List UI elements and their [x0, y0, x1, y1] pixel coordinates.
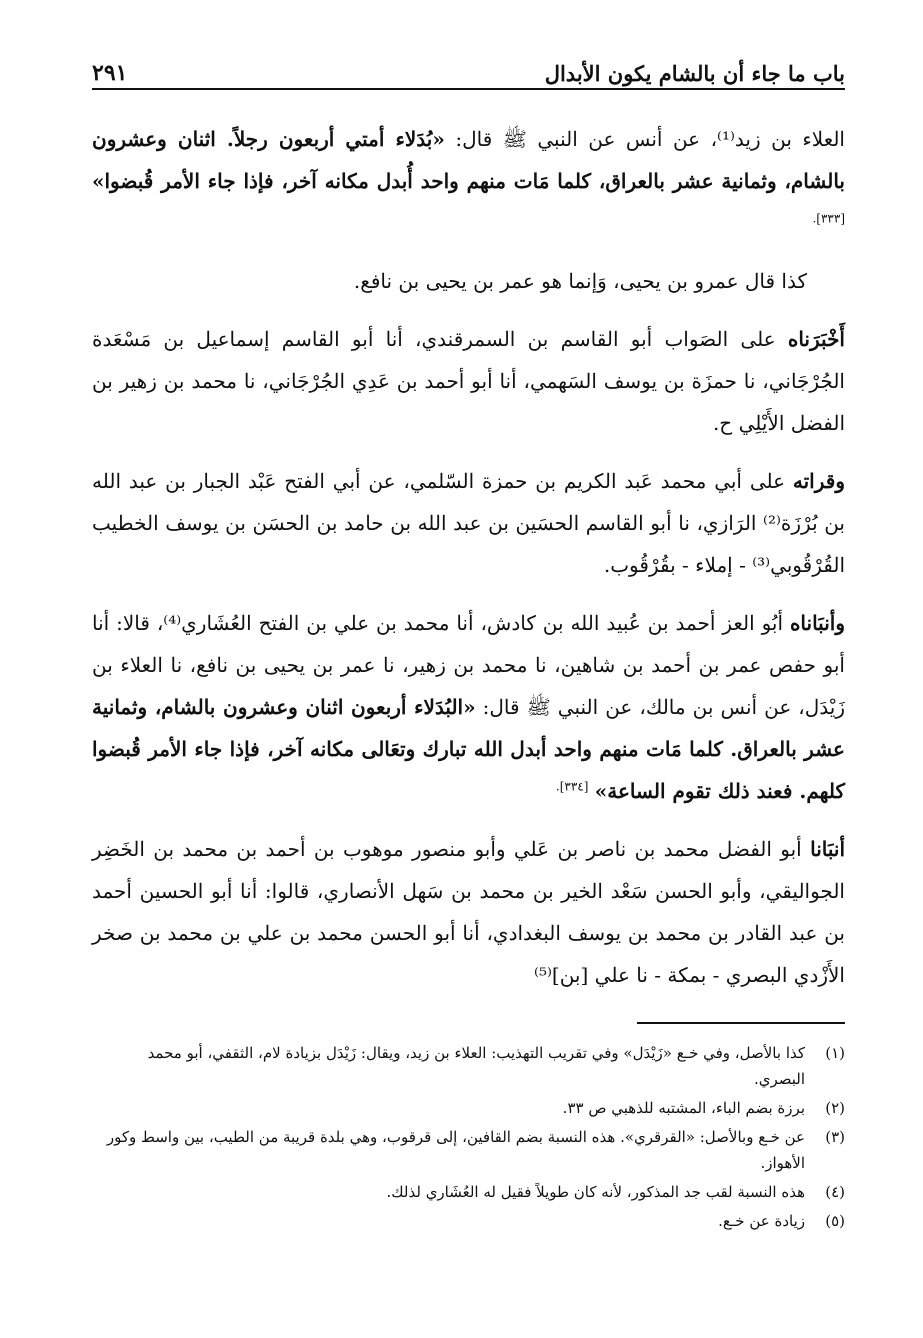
paragraph-lead: أنبَانا — [810, 837, 846, 861]
running-header — [92, 52, 845, 86]
page-number: ٢٩١ — [92, 60, 128, 86]
header-divider — [92, 88, 845, 90]
footnote — [92, 1095, 845, 1121]
paragraph-lead: وأنبَاناه — [789, 611, 845, 635]
footnote — [92, 1208, 845, 1234]
footnote-text: زيادة عن خـع. — [718, 1212, 805, 1230]
chapter-title: باب ما جاء أن بالشام يكون الأبدال — [544, 61, 845, 86]
paragraph-lead: أَخْبَرَناه — [787, 327, 845, 351]
paragraph-text: على الصَواب أبو القاسم بن السمرقندي، أنا أبو القاسم إسماعيل بن مَسْعَدة الجُرْجَاني، نا حمزَة بن يوسف السَهمي، أنا أبو أحمد بن عَدِي الجُرْجَاني، نا محمد بن زهير بن الفضل الأَيْلِي ح. — [92, 327, 845, 435]
footnote-text: برزة بضم الباء، المشتبه للذهبي ص ٣٣. — [562, 1099, 805, 1117]
footnote-number: (٢) — [825, 1099, 845, 1117]
paragraph-4 — [92, 460, 845, 586]
paragraph-lead: وقراته — [792, 469, 845, 493]
paragraph-text: أبو الفضل محمد بن ناصر بن عَلي وأبو منصور موهوب بن أحمد بن محمد بن الخَضِر الجواليقي، وأبو الحسن سَعْد الخير بن محمد بن سَهل الأنصاري، قالوا: أنا أبو الحسين أحمد بن عبد القادر بن محمد بن يوسف البغدادي، أنا أبو الحسن محمد بن علي بن محمد بن صخر الأَزْدي البصري - بمكة - نا علي [بن]⁽⁵⁾ — [92, 837, 845, 987]
paragraph-3 — [92, 318, 845, 444]
paragraph-5 — [92, 602, 845, 812]
footnote — [92, 1124, 845, 1176]
paragraph-text: العلاء بن زيد⁽¹⁾، عن أنس عن النبي ﷺ قال: — [455, 127, 845, 151]
hadith-text: «بُدَلاء أمتي أربعون رجلاً. اثنان وعشرون بالشام، وثمانية عشر بالعراق، كلما مَات منهم واحد أُبدل مكانه آخر، فإذا جاء الأمر قُبضوا» — [92, 127, 845, 193]
paragraph-text: كذا قال عمرو بن يحيى، وَإنما هو عمر بن يحيى بن نافع. — [353, 269, 807, 293]
footnote-divider — [637, 1022, 845, 1024]
paragraph-6 — [92, 828, 845, 996]
footnotes — [92, 1040, 845, 1237]
paragraph-text: أبُو العز أحمد بن عُبيد الله بن كادش، أنا محمد بن علي بن الفتح العُشَاري⁽⁴⁾، قالا: أنا أبو حفص عمر بن أحمد بن شاهين، نا محمد بن زهير، نا عمر بن يحيى بن نافع، نا العلاء بن زَيْدَل، عن أنس بن مالك، عن النبي ﷺ قال: — [92, 611, 845, 719]
footnote-text: عن خـع وبالأصل: «القرقري». هذه النسبة بضم القافين، إلى قرقوب، وهي بلدة قريبة من الطيب، بين واسط وكور الأهواز. — [106, 1128, 805, 1172]
footnote-text: كذا بالأصل، وفي خـع «زَيْدَل» وفي تقريب التهذيب: العلاء بن زيد، ويقال: زَيْدَل بزيادة لام، الثقفي، أبو محمد البصري. — [147, 1044, 805, 1088]
footnote-number: (٥) — [825, 1212, 845, 1230]
footnote — [92, 1179, 845, 1205]
main-text — [92, 118, 845, 1012]
footnote-number: (٤) — [825, 1183, 845, 1201]
paragraph-text: على أبي محمد عَبد الكريم بن حمزة السّلمي، عن أبي الفتح عَبْد الجبار بن عبد الله بن بُرْزَة⁽²⁾ الرَازي، نا أبو القاسم الحسَين بن عبد الله بن حامد بن الحسَن بن يوسف الخطيب القُرْقُوبي⁽³⁾ - إملاء - بقُرْقُوب. — [92, 469, 845, 577]
reference-number: [٣٣٣]. — [812, 211, 845, 226]
footnote-number: (١) — [825, 1044, 845, 1062]
footnote-number: (٣) — [825, 1128, 845, 1146]
footnote-text: هذه النسبة لقب جد المذكور، لأنه كان طويلاً فقيل له العُشَاري لذلك. — [386, 1183, 805, 1201]
paragraph-1 — [92, 118, 845, 244]
hadith-text: «البُدَلاء أربعون اثنان وعشرون بالشام، وثمانية عشر بالعراق. كلما مَات منهم واحد أبدل الله تبارك وتعَالى مكانه آخر، فإذا جاء الأمر قُبضوا كلهم. فعند ذلك تقوم الساعة» — [92, 695, 845, 803]
reference-number: [٣٣٤]. — [555, 779, 589, 794]
paragraph-2 — [92, 260, 845, 302]
footnote — [92, 1040, 845, 1092]
